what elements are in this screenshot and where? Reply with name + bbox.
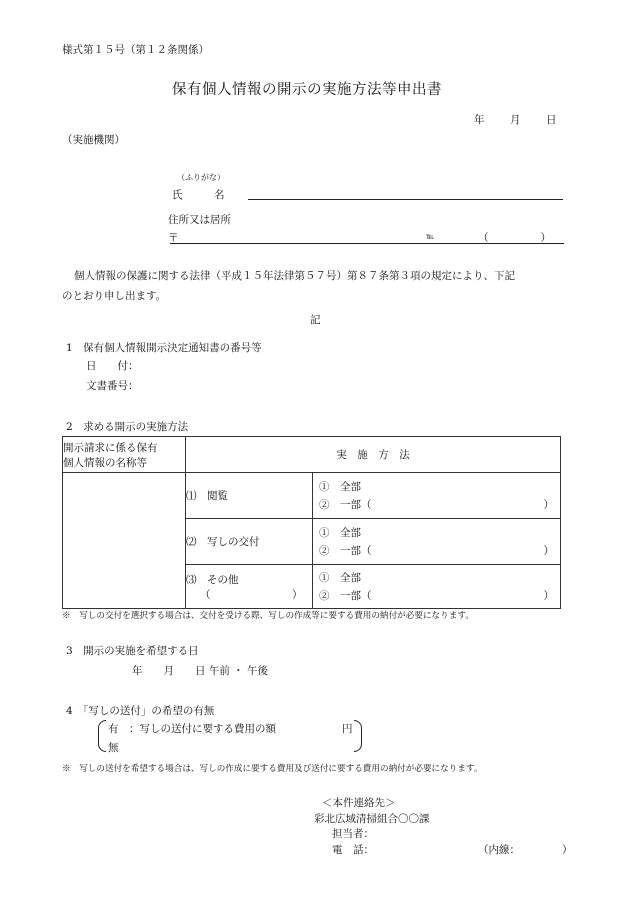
option-all-1[interactable]: ① 全部 [319, 480, 361, 493]
method-table [62, 436, 561, 609]
right-brace [354, 720, 362, 752]
option-all-3[interactable]: ① 全部 [319, 571, 361, 584]
form-id: 様式第１５号（第１２条関係） [62, 44, 209, 56]
header-left-line2: 個人情報の名称等 [63, 456, 147, 469]
options-row-2 [313, 519, 561, 565]
tel-paren: （ ） [478, 232, 553, 244]
postal-mark: 〒 [168, 232, 179, 244]
table-header-left [63, 437, 186, 473]
date-month: 月 [510, 114, 521, 126]
option-partial-close-3: ） [543, 589, 554, 602]
notice-date-label: 日 付： [86, 360, 139, 372]
notice-docno-label: 文書番号： [86, 380, 139, 392]
section2-note: ※ 写しの交付を選択する場合は、交付を受ける際、写しの作成等に要する費用の納付が必要になります。 [62, 611, 474, 621]
option-partial-label-2: ② 一部（ [319, 544, 372, 557]
method-label-1: ⑴ 閲覧 [186, 490, 228, 502]
method-row-2 [186, 519, 313, 565]
option-partial-1[interactable] [313, 496, 560, 514]
tel-label: ℡ [426, 232, 435, 241]
contact-ext-label: （内線： [478, 844, 520, 856]
header-left-line1: 開示請求に係る保有 [63, 441, 158, 454]
address-label: 住所又は居所 [168, 214, 231, 226]
body-text-2: のとおり申し出ます。 [62, 290, 167, 302]
ki-label: 記 [310, 314, 321, 326]
method-other-paren[interactable]: （ ） [200, 588, 304, 601]
options-row-3 [313, 565, 561, 609]
body-text-1: 個人情報の保護に関する法律（平成１５年法律第５７号）第８７条第３項の規定により、下記 [74, 270, 515, 282]
name-label: 氏 名 [172, 189, 225, 201]
mail-no-option[interactable]: 無 [108, 742, 119, 754]
desired-date-line: 年 月 日 午前 ・ 午後 [132, 665, 269, 677]
section3-heading: 3 開示の実施を希望する日 [66, 645, 199, 657]
name-field[interactable] [248, 199, 563, 200]
mail-yes-option[interactable]: 有 ：写しの送付に要する費用の額 [108, 723, 276, 735]
method-label-2: ⑵ 写しの交付 [186, 536, 260, 548]
method-label-3: ⑶ その他 [186, 573, 239, 586]
section4-heading: 4 「写しの送付」の希望の有無 [66, 705, 215, 717]
option-partial-close-1: ） [543, 498, 554, 511]
contact-org: 彩北広域清掃組合〇〇課 [314, 813, 430, 825]
section4-note: ※ 写しの送付を希望する場合は、写しの作成に要する費用及び送付に要する費用の納付が必要になります。 [62, 764, 483, 774]
method-row-3 [186, 565, 313, 609]
options-row-1 [313, 473, 561, 519]
furigana-label: （ふりがな） [177, 173, 225, 182]
contact-heading: ＜本件連絡先＞ [322, 797, 396, 809]
contact-person-label: 担当者： [332, 828, 374, 840]
contact-phone-label: 電 話： [332, 844, 374, 856]
option-partial-3[interactable] [313, 587, 560, 605]
form-title: 保有個人情報の開示の実施方法等申出書 [172, 82, 442, 98]
recipient-label: （実施機関） [62, 134, 125, 146]
date-day: 日 [546, 114, 557, 126]
section2-heading: 2 求める開示の実施方法 [66, 421, 189, 433]
info-name-cell[interactable] [63, 473, 186, 609]
contact-ext-close: ） [562, 844, 573, 856]
left-brace [98, 720, 106, 752]
option-all-2[interactable]: ① 全部 [319, 526, 361, 539]
table-header-right: 実 施 方 法 [186, 437, 561, 473]
address-field[interactable] [170, 243, 564, 244]
option-partial-close-2: ） [543, 544, 554, 557]
section1-heading: 1 保有個人情報開示決定通知書の番号等 [66, 342, 262, 354]
method-row-1 [186, 473, 313, 519]
yen-label: 円 [342, 723, 353, 735]
date-year: 年 [474, 114, 485, 126]
option-partial-label-1: ② 一部（ [319, 498, 372, 511]
option-partial-label-3: ② 一部（ [319, 589, 372, 602]
option-partial-2[interactable] [313, 542, 560, 560]
